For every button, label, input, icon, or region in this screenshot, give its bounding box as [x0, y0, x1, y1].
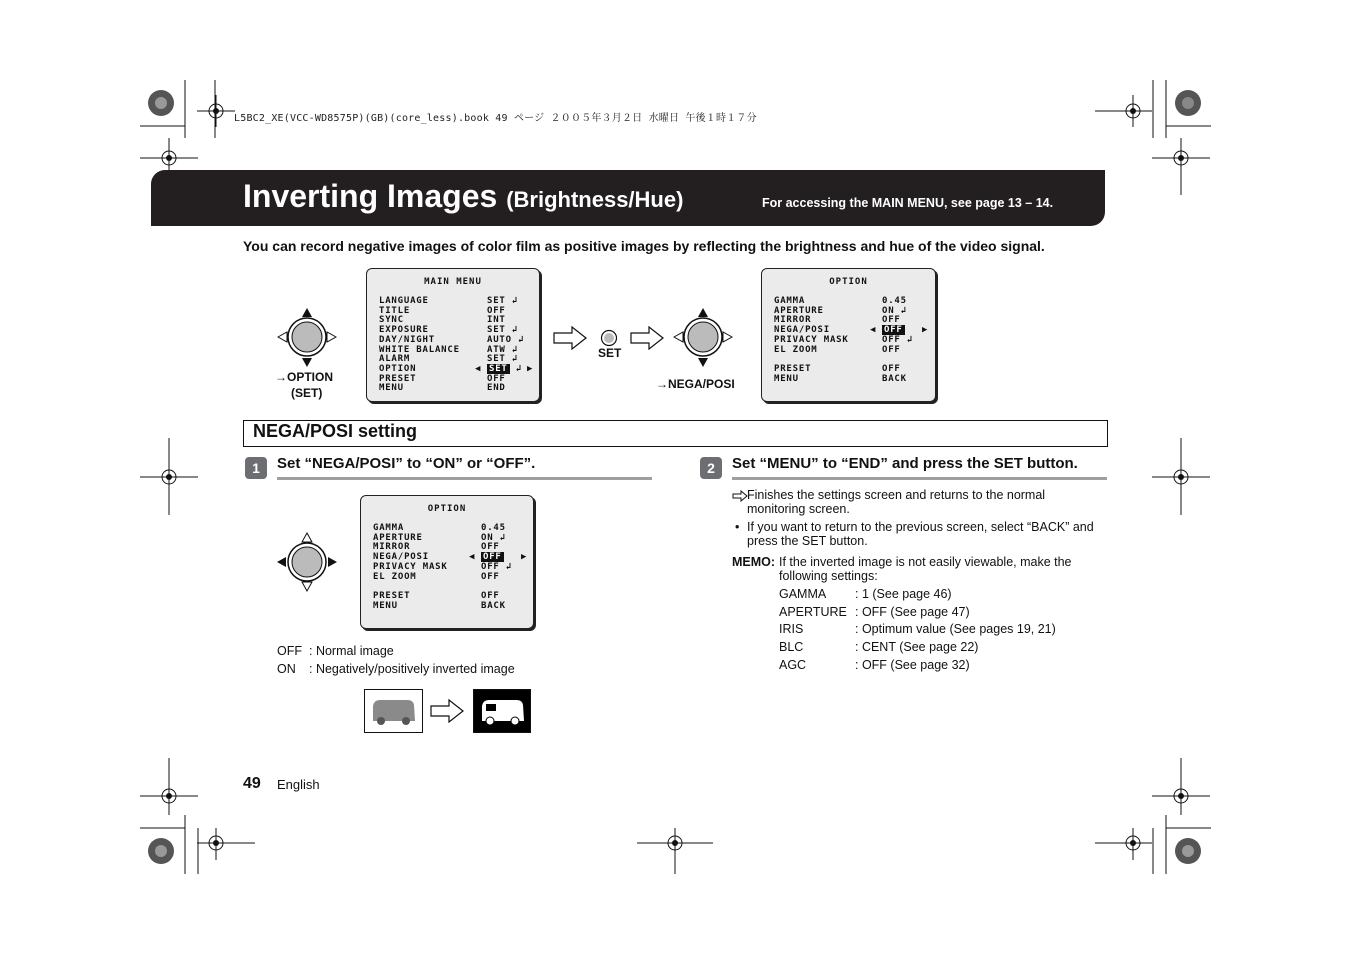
menu-item-label: PRIVACY MASK	[774, 334, 849, 345]
footer-language: English	[277, 777, 320, 792]
option-menu-title: OPTION	[427, 504, 467, 514]
cursor-arrow-icon: ◀	[475, 363, 482, 374]
menu-item-value: OFF	[487, 305, 506, 316]
menu-item-value: SET ↲	[487, 296, 518, 306]
menu-item-label: GAMMA	[373, 523, 405, 533]
book-file-line: L5BC2_XE(VCC-WD8575P)(GB)(core_less).book 49 ページ ２００５年３月２日 水曜日 午後１時１７分	[234, 113, 757, 124]
cursor-arrow-icon: ▶	[922, 325, 929, 336]
step-2-bullet: If you want to return to the previous screen, select “BACK” and press the SET button.	[747, 520, 1094, 548]
menu-item-value	[882, 354, 888, 364]
menu-item-value: OFF	[481, 571, 500, 582]
menu-item-label: PRESET	[774, 363, 812, 374]
step-1-rule	[277, 477, 652, 480]
menu-item-value: OFF	[882, 344, 901, 355]
step-2-result: Finishes the settings screen and returns to the normal monitoring screen.	[747, 488, 1046, 516]
menu-item-label: NEGA/POSI	[373, 552, 429, 563]
menu-item-label: APERTURE	[774, 305, 824, 316]
normal-image-icon	[364, 689, 423, 733]
bullet-dot: •	[735, 520, 740, 534]
menu-item-label: GAMMA	[774, 296, 806, 306]
cursor-arrow-icon: ◀	[469, 552, 476, 563]
option-set-label: →OPTION	[275, 370, 334, 384]
arrow-right-icon	[553, 326, 587, 350]
menu-item-value: ON ↲	[882, 305, 907, 316]
menu-item-value: AUTO ↲	[487, 334, 525, 345]
joystick-updown-icon	[277, 532, 339, 594]
section-title: NEGA/POSI setting	[253, 421, 418, 441]
setting-value: : 1 (See page 46)	[855, 587, 952, 601]
menu-item-label: DAY/NIGHT	[379, 334, 435, 345]
menu-item-value: SET ↲	[487, 325, 518, 336]
option-set-label-2: (SET)	[291, 386, 323, 400]
main-menu-screen	[366, 268, 540, 402]
menu-item-label: MENU	[379, 383, 404, 394]
menu-item-value: OFF	[882, 363, 901, 374]
setting-name: AGC	[779, 658, 807, 672]
memo-label: MEMO:	[732, 555, 776, 569]
main-menu-title: MAIN MENU	[424, 277, 482, 287]
arrow-right-icon	[430, 699, 464, 723]
menu-item-label: NEGA/POSI	[774, 325, 830, 336]
menu-item-label: EL ZOOM	[373, 571, 417, 582]
joystick-down-icon	[673, 307, 735, 369]
title-text: Inverting Images	[243, 178, 498, 214]
nega-posi-label: →NEGA/POSI	[656, 377, 735, 391]
menu-item-value: OFF	[882, 315, 901, 326]
menu-reference: For accessing the MAIN MENU, see page 13 – 14.	[762, 196, 1054, 210]
menu-item-value: END	[487, 383, 506, 394]
joystick-down-icon	[277, 307, 339, 369]
option-menu-title: OPTION	[829, 277, 868, 287]
menu-item-label: APERTURE	[373, 532, 423, 543]
step-2-title: Set “MENU” to “END” and press the SET button.	[732, 455, 1078, 472]
set-button-label: SET	[598, 346, 622, 360]
arrow-right-icon	[630, 326, 664, 350]
step-2-badge: 2	[700, 457, 722, 479]
menu-item-value: OFF ↲	[481, 561, 512, 572]
menu-item-label: MIRROR	[774, 315, 812, 326]
menu-item-value: OFF	[483, 552, 502, 563]
menu-item-label: MENU	[373, 600, 398, 611]
option-off-key: OFF	[277, 644, 302, 658]
menu-item-label: PRESET	[373, 590, 411, 601]
menu-item-value: SET ↲	[487, 354, 518, 365]
menu-item-label: LANGUAGE	[379, 296, 429, 306]
cursor-arrow-icon: ◀	[870, 325, 877, 336]
option-on-key: ON	[277, 662, 296, 676]
setting-name: APERTURE	[779, 605, 847, 619]
option-menu-screen	[761, 268, 936, 402]
menu-item-value: OFF	[481, 590, 500, 601]
step-1-title: Set “NEGA/POSI” to “ON” or “OFF”.	[277, 455, 536, 472]
setting-name: GAMMA	[779, 587, 827, 601]
option-menu-step1-screen	[360, 495, 534, 629]
step-2-rule	[732, 477, 1107, 480]
setting-name: IRIS	[779, 622, 804, 636]
menu-item-value: OFF	[481, 542, 500, 553]
inverted-image-icon	[473, 689, 531, 733]
cursor-arrow-icon: ▶	[527, 363, 534, 374]
result-arrow-icon	[732, 490, 748, 502]
intro-text: You can record negative images of color film as positive images by reflecting the brightness and hue of the video signal.	[243, 238, 1045, 254]
menu-item-label: EXPOSURE	[379, 325, 429, 336]
menu-item-label: WHITE BALANCE	[379, 344, 460, 355]
setting-name: BLC	[779, 640, 804, 654]
step-1-badge: 1	[245, 457, 267, 479]
menu-item-label: SYNC	[379, 315, 404, 326]
page-number: 49	[243, 775, 261, 792]
cursor-arrow-icon: ▶	[521, 552, 528, 563]
menu-item-label: PRIVACY MASK	[373, 561, 448, 572]
menu-item-value: SET ↲	[489, 363, 522, 374]
setting-value: : Optimum value (See pages 19, 21)	[855, 622, 1056, 636]
setting-value: : OFF (See page 47)	[855, 605, 970, 619]
menu-item-value: ATW ↲	[487, 344, 518, 355]
menu-item-value: OFF ↲	[882, 334, 913, 345]
menu-item-value	[481, 581, 487, 591]
menu-item-value: BACK	[882, 373, 907, 384]
title-subtitle: (Brightness/Hue)	[506, 187, 684, 212]
menu-item-label: ALARM	[379, 354, 411, 365]
menu-item-label: TITLE	[379, 305, 411, 316]
menu-item-label: MENU	[774, 373, 799, 384]
menu-item-value: OFF	[487, 373, 506, 384]
menu-item-value: 0.45	[481, 523, 506, 533]
option-off-desc: : Normal image	[309, 644, 394, 658]
menu-item-label: OPTION	[379, 363, 417, 374]
setting-value: : CENT (See page 22)	[855, 640, 979, 654]
memo-text: If the inverted image is not easily viewable, make the following settings:	[779, 555, 1072, 583]
menu-item-label: PRESET	[379, 373, 417, 384]
set-button-icon	[599, 329, 619, 347]
menu-item-value: BACK	[481, 600, 506, 611]
menu-item-value: INT	[487, 315, 506, 326]
menu-item-label: EL ZOOM	[774, 344, 818, 355]
setting-value: : OFF (See page 32)	[855, 658, 970, 672]
menu-item-value: ON ↲	[481, 532, 506, 543]
menu-item-value: 0.45	[882, 296, 907, 306]
menu-item-value: OFF	[884, 325, 903, 336]
page-title	[243, 178, 683, 215]
menu-item-label: MIRROR	[373, 542, 411, 553]
option-on-desc: : Negatively/positively inverted image	[309, 662, 515, 676]
